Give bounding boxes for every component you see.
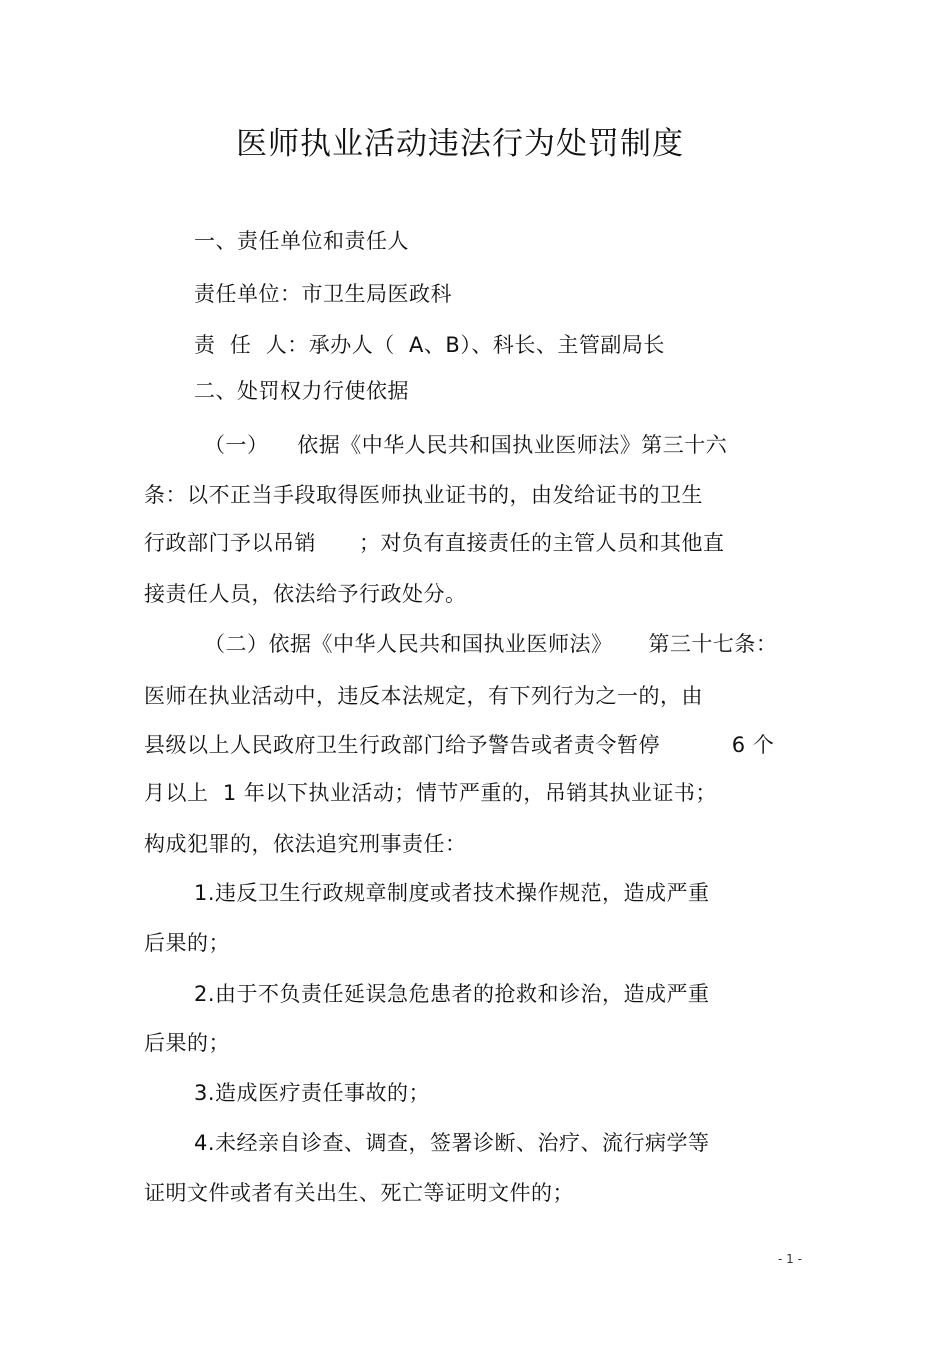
list-item: 4.未经亲自诊查、调查，签署诊断、治疗、流行病学等	[194, 1131, 710, 1155]
paragraph-line: 构成犯罪的，依法追究刑事责任：	[144, 832, 467, 856]
paragraph-line: 条：以不正当手段取得医师执业证书的，由发给证书的卫生	[144, 483, 703, 507]
list-item: 2.由于不负责任延误急危患者的抢救和诊治，造成严重	[194, 982, 710, 1006]
list-item: 1.违反卫生行政规章制度或者技术操作规范，造成严重	[194, 881, 710, 905]
list-item-continuation: 证明文件或者有关出生、死亡等证明文件的；	[144, 1181, 574, 1205]
paragraph-line: 行政部门予以吊销 ；对负有直接责任的主管人员和其他直	[144, 531, 725, 555]
paragraph-line: 医师在执业活动中，违反本法规定，有下列行为之一的，由	[144, 684, 703, 708]
section-heading-responsibility: 一、责任单位和责任人	[194, 229, 409, 253]
section-heading-basis: 二、处罚权力行使依据	[194, 379, 409, 403]
paragraph-line: 接责任人员，依法给予行政处分。	[144, 582, 467, 606]
responsible-unit: 责任单位：市卫生局医政科	[194, 282, 452, 306]
list-item-continuation: 后果的；	[144, 1031, 230, 1055]
paragraph-line: （一） 依据《中华人民共和国执业医师法》第三十六	[204, 433, 728, 457]
document-title: 医师执业活动违法行为处罚制度	[236, 126, 684, 162]
responsible-person: 责 任 人：承办人（ A、B）、科长、主管副局长	[194, 333, 665, 357]
paragraph-line: （二）依据《中华人民共和国执业医师法》 第三十七条：	[204, 632, 778, 656]
list-item-continuation: 后果的；	[144, 931, 230, 955]
page-number: - 1 -	[778, 1252, 802, 1266]
paragraph-line: 县级以上人民政府卫生行政部门给予警告或者责令暂停 6 个	[144, 733, 775, 757]
paragraph-line: 月以上 1 年以下执业活动；情节严重的，吊销其执业证书；	[144, 781, 717, 805]
list-item: 3.造成医疗责任事故的；	[194, 1081, 431, 1105]
